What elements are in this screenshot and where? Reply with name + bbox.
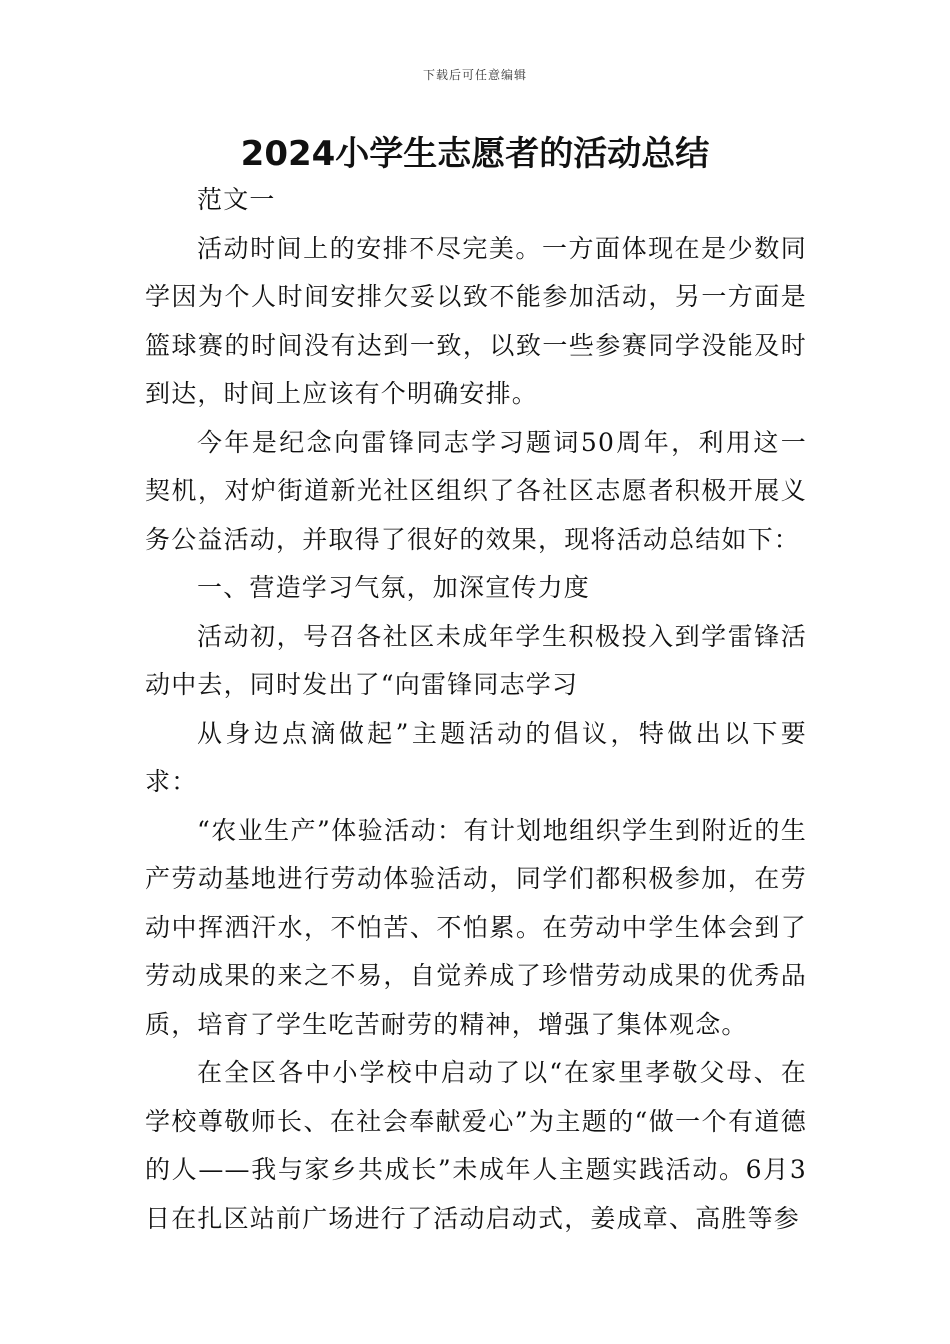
paragraph-activity-start: 活动初，号召各社区未成年学生积极投入到学雷锋活动中去，同时发出了“向雷锋同志学习	[145, 621, 807, 699]
paragraph-farming-experience: “农业生产”体验活动：有计划地组织学生到附近的生产劳动基地进行劳动体验活动，同学们都积极参加，在劳动中挥洒汗水，不怕苦、不怕累。在劳动中学生体会到了劳动成果的来之不易，自觉养成了珍惜劳动成果的优秀品质，培育了学生吃苦耐劳的精神，增强了集体观念。	[145, 815, 807, 1039]
section-heading-1: 一、营造学习气氛，加深宣传力度	[197, 573, 591, 602]
paragraph-school-campaign: 在全区各中小学校中启动了以“在家里孝敬父母、在学校尊敬师长、在社会奉献爱心”为主题的“做一个有道德的人——我与家乡共成长”未成年人主题实践活动。6月3日在扎区站前广场进行了活动启动式，姜成章、高胜等参	[145, 1058, 807, 1233]
document-body	[145, 176, 807, 1243]
header-note: 下载后可任意编辑	[422, 68, 527, 82]
document-title: 2024小学生志愿者的活动总结	[240, 134, 710, 174]
paragraph-initiative: 从身边点滴做起”主题活动的倡议，特做出以下要求：	[145, 718, 807, 796]
paragraph-sample-label: 范文一	[197, 185, 276, 214]
paragraph-time-arrangement: 活动时间上的安排不尽完美。一方面体现在是少数同学因为个人时间安排欠妥以致不能参加活动，另一方面是篮球赛的时间没有达到一致，以致一些参赛同学没能及时到达，时间上应该有个明确安排。	[145, 233, 807, 408]
paragraph-anniversary-intro: 今年是纪念向雷锋同志学习题词50周年，利用这一契机，对炉街道新光社区组织了各社区志愿者积极开展义务公益活动，并取得了很好的效果，现将活动总结如下：	[145, 427, 807, 554]
